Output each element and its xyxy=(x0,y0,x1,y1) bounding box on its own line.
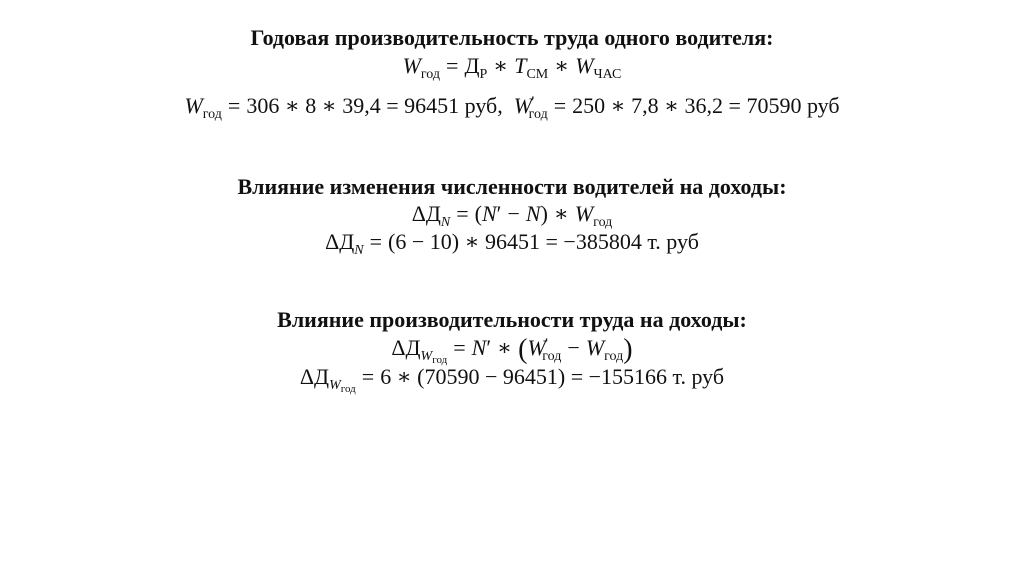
section1-formula: $W_{год} = Д_Р$ ∗ $T_{СМ}$ ∗ $W_{ЧАС}$ xyxy=(402,53,622,82)
section3-title: Влияние производительности труда на доходы: xyxy=(277,307,747,332)
section3-calculation: $\Delta Д_{W_{год}} = 6$ ∗ (70590 − 96451) = −155166 т. руб xyxy=(299,364,725,395)
section1-title: Годовая производительность труда одного водителя: xyxy=(250,25,774,50)
section3-formula: $\Delta Д_{W_{год}} = N'$ ∗ $(W'_{год} - W_{год})$ xyxy=(391,334,633,366)
section2-calculation: $\Delta Д_N = (6 - 10)$ ∗ 96451 = −385804 т. руб xyxy=(325,229,699,258)
section2-title: Влияние изменения численности водителей на доходы: xyxy=(237,174,787,199)
section2-formula: $\Delta Д_N = (N' - N)$ ∗ $W_{год}$ xyxy=(411,201,613,230)
calc-planned: $W'_{год} = 250$ ∗ 7,8 ∗ 36,2 = 70590 руб xyxy=(513,93,840,122)
section1-calculation xyxy=(0,95,1024,122)
calc-current: $W_{год} = 306$ ∗ 8 ∗ 39,4 = 96451 руб, xyxy=(184,93,503,122)
